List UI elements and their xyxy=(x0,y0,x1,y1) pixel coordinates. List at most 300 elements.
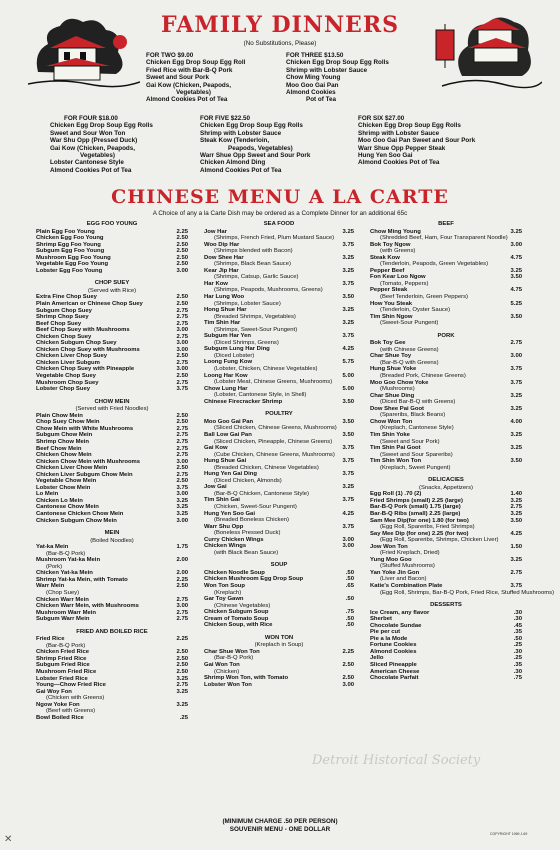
watermark: Detroit Historical Society xyxy=(312,753,481,768)
menu-item-name: Lo Mein xyxy=(36,491,59,498)
menu-item-price: 3.00 xyxy=(176,603,188,610)
menu-item-price: 3.00 xyxy=(176,346,188,353)
menu-item-name: Mushroom Fried Rice xyxy=(36,669,97,675)
menu-item-price: 2.75 xyxy=(176,471,188,478)
menu-item-price: 2.00 xyxy=(176,557,188,564)
menu-item-price: 3.25 xyxy=(176,688,188,695)
menu-item-name: Chicken Egg Foo Young xyxy=(36,235,104,242)
menu-item-name: Fortune Cookies xyxy=(370,642,417,649)
menu-item-price: 3.25 xyxy=(342,320,354,327)
section-heading: SEA FOOD xyxy=(263,221,295,227)
menu-item-name: (Breaded Boneless Chicken) xyxy=(214,517,289,524)
menu-item-name: Char Shue Ding xyxy=(370,392,415,399)
menu-item-name: Won Ton Soup xyxy=(204,582,246,589)
menu-item-price: .50 xyxy=(345,615,354,622)
menu-item-name: Egg Roll (1) .70 (2) xyxy=(370,491,422,498)
menu-item-price: 2.75 xyxy=(176,445,188,452)
section-subheading: (Snacks, Appetizers) xyxy=(418,484,474,491)
menu-item-price: 3.50 xyxy=(342,431,354,438)
menu-item-name: Jow Har xyxy=(204,228,227,235)
menu-item xyxy=(204,682,354,689)
menu-item-name: Dow Shee Pai Goot xyxy=(370,405,425,412)
menu-item-price: 5.00 xyxy=(342,372,354,379)
menu-item-name: Loong Har Kow xyxy=(204,372,248,379)
menu-item-name: Chicken Liver Chop Suey xyxy=(36,353,108,360)
menu-item-name: Shrimp Chop Suey xyxy=(36,314,89,321)
menu-item-price: 3.25 xyxy=(510,392,522,399)
menu-item-note xyxy=(370,320,522,327)
menu-item-price: 3.25 xyxy=(342,307,354,314)
menu-item-price: 3.75 xyxy=(342,280,354,287)
menu-item-price: 3.00 xyxy=(176,458,188,465)
dinner-for-two: FOR TWO $9.00 Chicken Egg Drop Soup Egg Roll Fried Rice with Bar-B-Q Pork Sweet and Sour Pork Gai Kow (Chicken, Peapods, Vegetables) Almond Cookies Pot of Tea xyxy=(146,52,246,104)
menu-item-price: 3.00 xyxy=(176,517,188,524)
menu-item-price: 4.25 xyxy=(342,510,354,517)
menu-item-name: Subgum Egg Foo Young xyxy=(36,248,105,255)
menu-item-name: (Sliced Chicken, Pineapple, Chinese Greens) xyxy=(214,438,333,445)
section-heading: MEIN xyxy=(104,530,120,537)
family-dinners-subtitle: (No Substitutions, Please) xyxy=(243,40,317,47)
menu-item-name: Moo Goo Gai Pan xyxy=(204,418,254,425)
menu-item-price: .50 xyxy=(513,635,522,642)
menu-item-name: Tim Shin Ngow xyxy=(370,313,413,320)
menu-item-note xyxy=(204,550,354,557)
pagoda-illustration-right xyxy=(432,6,542,90)
menu-item-name: (Breaded Pork, Chinese Greens) xyxy=(380,373,466,380)
menu-item-name: Yan Yoke Jin Gon xyxy=(370,569,420,576)
menu-item-name: Hung Shue Yoke xyxy=(370,366,417,373)
menu-item-price: 3.25 xyxy=(510,431,522,438)
menu-item-name: (Chicken, Sweet-Sour Pungent) xyxy=(214,503,297,510)
menu-item-price: 3.50 xyxy=(342,398,354,405)
menu-item-price: 3.50 xyxy=(510,274,522,281)
menu-item-name: (Egg Roll, Spareribs, Shrimps, Chicken Liver) xyxy=(380,537,499,544)
menu-item-price: 2.25 xyxy=(176,636,188,643)
menu-item-name: (Liver and Bacon) xyxy=(380,576,427,583)
menu-item-name: Chicken Subgum Chop Suey xyxy=(36,340,117,347)
menu-item-price: .25 xyxy=(513,642,522,649)
menu-item-name: Ice Cream, any flavor xyxy=(370,609,430,616)
menu-item-name: Gai Woy Fon xyxy=(36,688,72,695)
menu-item-name: Tim Shin Yoke xyxy=(370,431,410,438)
menu-item-name: Chicken Chop Suey with Mushrooms xyxy=(36,346,140,353)
menu-item-name: (Sliced Chicken, Chinese Greens, Mushrooms) xyxy=(214,425,337,432)
menu-item-name: Woo Dip Har xyxy=(204,241,240,248)
menu-item-name: Ngow Yoke Fon xyxy=(36,701,80,708)
menu-item-price: 3.75 xyxy=(342,445,354,452)
menu-item-price: .30 xyxy=(513,668,522,675)
menu-item-name: (Shrimps blended with Bacon) xyxy=(214,248,293,255)
menu-item-price: .35 xyxy=(513,629,522,636)
menu-item-name: Gai Won Ton xyxy=(204,662,240,668)
menu-item-price: 3.25 xyxy=(342,267,354,274)
menu-item-price: 2.50 xyxy=(176,662,188,669)
menu-item-name: Chicken Mushroom Egg Drop Soup xyxy=(204,576,304,583)
menu-item-price: 2.75 xyxy=(176,359,188,366)
dinner-for-six: FOR SIX $27.00 Chicken Egg Drop Soup Egg Rolls Shrimp with Lobster Sauce Moo Goo Gai Pan Sweet and Sour Pork Warr Shue Opp Pepper Steak Hung Yen Soo Gai Almond Cookies Pot of Tea xyxy=(358,115,476,167)
menu-item-price: 2.75 xyxy=(176,596,188,603)
menu-item-name: Gai Kow xyxy=(204,445,228,452)
menu-item-name: (Bar-B-Q with Greens) xyxy=(380,359,439,366)
menu-item-price: 3.00 xyxy=(342,681,354,688)
menu-item-name: Bok Toy Ngow xyxy=(370,241,411,248)
corner-mark: ✕ xyxy=(4,834,13,845)
menu-item xyxy=(204,399,354,406)
menu-item-name: Cantonese Chicken Chow Mein xyxy=(36,510,124,517)
menu-item-name: (Mushrooms) xyxy=(380,386,415,393)
menu-item-name: (Chicken) xyxy=(214,668,240,675)
menu-item-name: Lobster Chow Mein xyxy=(36,484,91,491)
menu-item-price: 2.75 xyxy=(510,504,522,511)
menu-item-price: 2.50 xyxy=(176,235,188,242)
menu-item-name: Beef Chop Suey xyxy=(36,320,82,327)
menu-item-price: .75 xyxy=(513,675,522,682)
menu-item-price: 3.75 xyxy=(510,582,522,589)
menu-item-name: Lobster Fried Rice xyxy=(36,675,88,682)
menu-item-name: Chicken Liver Subgum xyxy=(36,359,100,366)
menu-item-name: Shrimp Won Ton, with Tomato xyxy=(204,675,289,682)
menu-item-price: 3.25 xyxy=(176,504,188,511)
menu-item-price: 3.75 xyxy=(342,497,354,504)
menu-item-name: (Lobster, Cantonese Style, in Shell) xyxy=(214,392,307,399)
menu-item-price: .50 xyxy=(345,576,354,583)
menu-item-price: 3.75 xyxy=(342,241,354,248)
menu-item-name: Chicken Chow Mein with Mushrooms xyxy=(36,458,141,465)
menu-item-name: Chicken Subgum Chow Mein xyxy=(36,517,117,524)
menu-item-name: Hung Shue Gai xyxy=(204,458,247,465)
menu-item-price: 2.50 xyxy=(176,478,188,485)
menu-item-name: Dow Shee Har xyxy=(204,254,244,261)
menu-item-price: 1.50 xyxy=(510,543,522,550)
menu-item xyxy=(36,715,188,722)
menu-item-name: Chicken Yat-ka Mein xyxy=(36,570,93,577)
menu-item-name: Moo Goo Chow Yoke xyxy=(370,379,429,386)
menu-item-price: 3.50 xyxy=(510,458,522,465)
menu-item-price: 3.50 xyxy=(342,294,354,301)
menu-item-name: Lobster Chop Suey xyxy=(36,386,91,393)
menu-item-price: 3.75 xyxy=(342,523,354,530)
menu-item-price: 3.25 xyxy=(176,497,188,504)
menu-item-price: .25 xyxy=(513,655,522,662)
menu-item-name: Tim Shin Won Ton xyxy=(370,458,422,465)
menu-item-price: 2.50 xyxy=(176,248,188,255)
menu-item-name: Kear Jip Har xyxy=(204,267,239,274)
menu-item-name: Chow Ming Young xyxy=(370,228,421,235)
menu-item-price: 3.00 xyxy=(176,491,188,498)
menu-item-name: Jow Gai xyxy=(204,484,227,491)
menu-item-name: (Spareribs, Black Beans) xyxy=(380,412,446,419)
menu-item-name: Chow Won Ton xyxy=(370,418,413,425)
menu-item-name: (Shrimps, Lobster Sauce) xyxy=(214,300,281,307)
menu-item-price: 2.50 xyxy=(176,373,188,380)
menu-item-name: Chicken Soup, with Rice xyxy=(204,622,273,629)
menu-item-price: 3.25 xyxy=(342,254,354,261)
menu-item-name: Hung Yen Gai Ding xyxy=(204,471,257,478)
menu-item-price: 3.75 xyxy=(342,471,354,478)
menu-item-name: (Shrimps, Sweet-Sour Pungent) xyxy=(214,326,298,333)
menu-item-name: (Tenderloin, Peapods, Green Vegetables) xyxy=(380,261,489,268)
menu-item-name: Subgum Lung Har Ding xyxy=(204,346,270,353)
section-heading: DELICACIES xyxy=(428,477,464,484)
menu-item-name: (Shredded Beef, Ham, Four Transparent Noodle) xyxy=(380,235,508,242)
menu-item-name: (Beef Tenderloin, Green Peppers) xyxy=(380,294,468,301)
menu-item-name: (Egg Roll, Shrimps, Bar-B-Q Pork, Fried Rice, Stuffed Mushrooms) xyxy=(380,589,555,596)
menu-item-price: 3.25 xyxy=(510,445,522,452)
alacarte-subtitle: A Choice of any a la Carte Dish may be ordered as a Complete Dinner for an additional 65c xyxy=(152,210,408,217)
menu-item xyxy=(36,616,188,623)
menu-item-name: (Chinese Vegetables) xyxy=(214,602,271,609)
menu-column-1 xyxy=(36,221,188,721)
menu-item-name: Warr Shu Opp xyxy=(204,523,244,530)
menu-item-price: 3.25 xyxy=(510,556,522,563)
menu-item-price: 2.50 xyxy=(176,655,188,662)
menu-item xyxy=(370,675,522,682)
menu-item-price: 3.75 xyxy=(342,333,354,340)
menu-item-name: (Stuffed Mushrooms) xyxy=(380,563,435,570)
menu-item-name: Bowl Boiled Rice xyxy=(36,714,84,721)
menu-item-price: 2.75 xyxy=(176,452,188,459)
menu-item-name: Cantonese Chow Mein xyxy=(36,504,99,511)
menu-item-name: Ball Low Gai Pan xyxy=(204,431,252,438)
section-heading: WON TON xyxy=(264,634,294,641)
menu-item-name: Jow Won Ton xyxy=(370,543,408,550)
menu-item-name: Pie per cut xyxy=(370,629,401,636)
pagoda-illustration-left xyxy=(28,12,140,92)
menu-item-name: Mushroom Warr Mein xyxy=(36,609,96,616)
section-heading: FRIED AND BOILED RICE xyxy=(76,628,148,635)
menu-item-price: 2.75 xyxy=(176,307,188,314)
menu-item-name: Tim Shin Gai xyxy=(204,497,240,504)
menu-item xyxy=(36,518,188,525)
menu-item-name: Gar Toy Gawn xyxy=(204,596,244,603)
menu-item-price: 4.75 xyxy=(510,254,522,261)
menu-item-name: Loong Fung Kow xyxy=(204,359,253,366)
menu-item-price: 3.25 xyxy=(510,497,522,504)
menu-item-name: Mushroom Chop Suey xyxy=(36,379,99,386)
menu-item-name: (Bar-B-Q Chicken, Cantonese Style) xyxy=(214,490,309,497)
menu-item-name: How You Steak xyxy=(370,300,413,307)
menu-item-name: (Tomato, Peppers) xyxy=(380,280,429,287)
menu-item-price: 2.75 xyxy=(176,333,188,340)
menu-item-price: .30 xyxy=(513,648,522,655)
menu-item-name: Chicken Wings xyxy=(204,543,247,550)
menu-item-name: Shrimp Egg Foo Young xyxy=(36,241,101,248)
menu-item-price: 2.50 xyxy=(176,254,188,261)
menu-item-price: 2.75 xyxy=(176,320,188,327)
menu-item-name: Chicken Warr Mein xyxy=(36,596,89,603)
section-heading: CHOW MEIN xyxy=(94,398,130,405)
menu-item-price: 2.75 xyxy=(510,340,522,347)
menu-item-name: Lobster Egg Foo Young xyxy=(36,267,103,274)
menu-item-price: 2.50 xyxy=(176,261,188,268)
section-heading: DESSERTS xyxy=(430,602,462,609)
menu-item-price: 5.25 xyxy=(510,300,522,307)
menu-item-name: Chop Suey Chow Mein xyxy=(36,419,100,426)
menu-item-name: Yung Moo Goo xyxy=(370,556,412,563)
menu-column-3 xyxy=(370,221,555,682)
menu-item-note xyxy=(370,465,522,472)
dinner-for-four: FOR FOUR $18.00 Chicken Egg Drop Soup Egg Rolls Sweet and Sour Won Ton War Shu Opp (Pressed Duck) Gai Kow (Chicken, Peapods, Vegetables) Lobster Cantonese Style Almond Cookies Pot of Tea xyxy=(50,115,153,174)
menu-item-name: Shrimp Chow Mein xyxy=(36,438,90,445)
menu-item-price: 2.75 xyxy=(176,609,188,616)
menu-item-price: 4.25 xyxy=(342,346,354,353)
menu-column-2 xyxy=(204,221,354,688)
menu-item-name: (Breaded Shrimps, Vegetables) xyxy=(214,313,296,320)
menu-item-price: .50 xyxy=(345,622,354,629)
menu-item-name: (Tenderloin, Oyster Sauce) xyxy=(380,307,451,314)
menu-item-price: 2.75 xyxy=(176,432,188,439)
menu-item-price: 2.25 xyxy=(176,576,188,583)
menu-item-price: 2.75 xyxy=(176,682,188,689)
menu-item-name: Sherbet xyxy=(370,616,392,623)
menu-item-name: Plain American or Chinese Chop Suey xyxy=(36,301,143,308)
menu-item-name: Beef Chow Mein xyxy=(36,445,82,452)
menu-item-name: (Lobster, Chicken, Chinese Vegetables) xyxy=(214,366,318,373)
menu-item-name: Chicken Liver Subgum Chow Mein xyxy=(36,471,133,478)
menu-item-name: Chocolate Parfait xyxy=(370,675,419,682)
menu-item-name: Subgum Chow Mein xyxy=(36,432,93,439)
menu-item-price: 3.00 xyxy=(176,340,188,347)
menu-item-price: 3.00 xyxy=(176,267,188,274)
menu-item-price: .30 xyxy=(513,616,522,623)
menu-item-price: 3.00 xyxy=(342,536,354,543)
menu-item-name: (with Black Bean Sauce) xyxy=(214,549,279,556)
menu-item-price: 5.00 xyxy=(342,385,354,392)
menu-item-name: Tim Shin Har xyxy=(204,320,241,327)
menu-item-price: 3.25 xyxy=(342,484,354,491)
copyright-note: COPYRIGHT 1969 J-69 xyxy=(490,832,528,836)
menu-item-name: Vegetable Egg Foo Young xyxy=(36,261,109,268)
menu-item-name: Char Shue Won Ton xyxy=(204,648,260,655)
menu-item-price: .45 xyxy=(513,622,522,629)
menu-item-name: Subgum Warr Mein xyxy=(36,616,90,623)
menu-item-name: Steak Kow xyxy=(370,254,400,261)
menu-item-price: 2.50 xyxy=(176,419,188,426)
menu-item-name: Pepper Steak xyxy=(370,287,408,294)
menu-item-name: Subgum Har Yen xyxy=(204,333,252,340)
menu-item-name: Chicken Liver Chow Mein xyxy=(36,465,108,472)
menu-item-price: 3.25 xyxy=(510,510,522,517)
menu-item-name: (with Chinese Greens) xyxy=(380,346,439,353)
menu-item-name: Chow Lung Har xyxy=(204,385,248,392)
menu-item-name: Beef Chop Suey with Mushrooms xyxy=(36,327,130,334)
menu-item-name: (Shrimps, French Fried, Plum Mustard Sauce) xyxy=(214,235,335,242)
menu-item-name: Almond Cookies xyxy=(370,648,417,655)
menu-item-price: 3.75 xyxy=(176,484,188,491)
menu-item-price: 3.75 xyxy=(342,458,354,465)
menu-item-name: Chicken Chop Suey xyxy=(36,333,92,340)
souvenir-note: SOUVENIR MENU - ONE DOLLAR xyxy=(229,826,331,833)
section-heading: SOUP xyxy=(270,562,288,569)
menu-item-price: 4.00 xyxy=(510,418,522,425)
menu-item-price: 3.75 xyxy=(510,379,522,386)
menu-item-price: 3.75 xyxy=(510,366,522,373)
menu-item-price: 2.50 xyxy=(176,412,188,419)
menu-item-name: (Beef with Greens) xyxy=(46,708,96,715)
menu-item-name: Chow Mein with White Mushrooms xyxy=(36,425,134,432)
menu-item-name: (Diced Chicken, Almonds) xyxy=(214,477,282,484)
menu-item-name: Chicken Subgum Soup xyxy=(204,609,269,616)
menu-item-name: (Diced Bar-B-Q with Greens) xyxy=(380,399,456,406)
menu-item-name: Shrimp Fried Rice xyxy=(36,655,87,662)
menu-item-name: (Chicken with Greens) xyxy=(46,695,105,702)
menu-item-name: Plain Chow Mein xyxy=(36,412,83,419)
menu-item-price: 1.75 xyxy=(176,544,188,551)
menu-item-name: (Sweet and Sour Pork) xyxy=(380,438,440,445)
menu-item-name: Fried Rice xyxy=(36,636,65,643)
menu-item-price: 4.75 xyxy=(510,287,522,294)
menu-item-price: 2.50 xyxy=(176,241,188,248)
menu-item-name: (Bar-B-Q Pork) xyxy=(46,550,86,557)
menu-item-price: 4.25 xyxy=(510,530,522,537)
menu-item-price: 3.00 xyxy=(510,353,522,360)
menu-item-name: Jello xyxy=(370,655,384,662)
menu-item-name: (Diced Shrimps, Greens) xyxy=(214,339,279,346)
section-heading: CHOP SUEY xyxy=(94,280,130,287)
menu-item-price: 2.50 xyxy=(342,662,354,668)
menu-item-price: 2.75 xyxy=(510,569,522,576)
menu-item-price: 2.75 xyxy=(176,379,188,386)
menu-item-name: Curry Chicken Wings xyxy=(204,536,264,543)
menu-item-name: Mushroom Yat-ka Mein xyxy=(36,557,101,564)
menu-item-price: 2.75 xyxy=(176,438,188,445)
menu-item-price: 2.75 xyxy=(176,425,188,432)
menu-item-name: (Bar-B-Q Pork) xyxy=(46,642,86,649)
menu-item-name: (Shrimps, Catsup, Garlic Sauce) xyxy=(214,274,299,281)
menu-item-name: Hung Yen Soo Gai xyxy=(204,510,255,517)
menu-item-price: .75 xyxy=(345,609,354,616)
menu-item-name: Pepper Beef xyxy=(370,267,405,274)
menu-item-price: 3.75 xyxy=(176,386,188,393)
menu-item-name: Yat-ka Mein xyxy=(36,544,69,551)
menu-item-price: .50 xyxy=(345,596,354,603)
section-subheading: (Served with Rice) xyxy=(87,287,137,294)
menu-item-price: 2.25 xyxy=(342,648,354,655)
menu-item-price: 3.00 xyxy=(342,543,354,550)
menu-item-name: (Fried Kreplach, Dried) xyxy=(380,550,440,557)
section-heading: EGG FOO YOUNG xyxy=(86,221,138,227)
menu-item-name: Char Shue Toy xyxy=(370,353,412,360)
menu-item-name: Mushroom Egg Foo Young xyxy=(36,254,111,261)
menu-item-price: 1.40 xyxy=(510,491,522,498)
menu-item-name: Hong Shue Har xyxy=(204,307,247,314)
menu-item-name: (Sweet and Sour Spareribs) xyxy=(380,451,453,458)
menu-item-price: 2.50 xyxy=(176,301,188,308)
menu-item-name: Vegetable Chow Mein xyxy=(36,478,97,485)
menu-item-name: Chicken Fried Rice xyxy=(36,649,90,656)
menu-item-name: Plain Egg Foo Young xyxy=(36,228,95,235)
family-dinners-title: FAMILY DINNERS xyxy=(161,12,399,38)
menu-item-price: 3.25 xyxy=(510,405,522,412)
menu-item-name: (with Greens) xyxy=(380,248,416,255)
menu-item-name: (Chop Suey) xyxy=(46,589,80,596)
menu-item-name: Chinese Firecracker Shrimp xyxy=(204,398,283,405)
menu-item-name: American Cheese xyxy=(370,668,420,675)
menu-item-name: Young—Chow Fried Rice xyxy=(36,682,106,689)
menu-item-name: Pie a la Mode xyxy=(370,635,408,642)
menu-item-name: Tim Shin Pai Goot xyxy=(370,445,421,452)
menu-item-name: Chicken Noodle Soup xyxy=(204,569,265,576)
section-heading: BEEF xyxy=(438,221,454,227)
menu-item-name: Sam Mee Dip(for one) 1.80 (for two) xyxy=(370,517,469,524)
menu-item-price: .30 xyxy=(513,609,522,616)
menu-item-name: Har Kow xyxy=(204,280,228,287)
menu-item-name: Chicken Chow Mein xyxy=(36,452,92,459)
menu-item-price: 3.50 xyxy=(510,517,522,524)
menu-item-note xyxy=(370,589,555,597)
menu-item-price: 3.25 xyxy=(176,510,188,517)
menu-item-price: 5.75 xyxy=(342,359,354,366)
